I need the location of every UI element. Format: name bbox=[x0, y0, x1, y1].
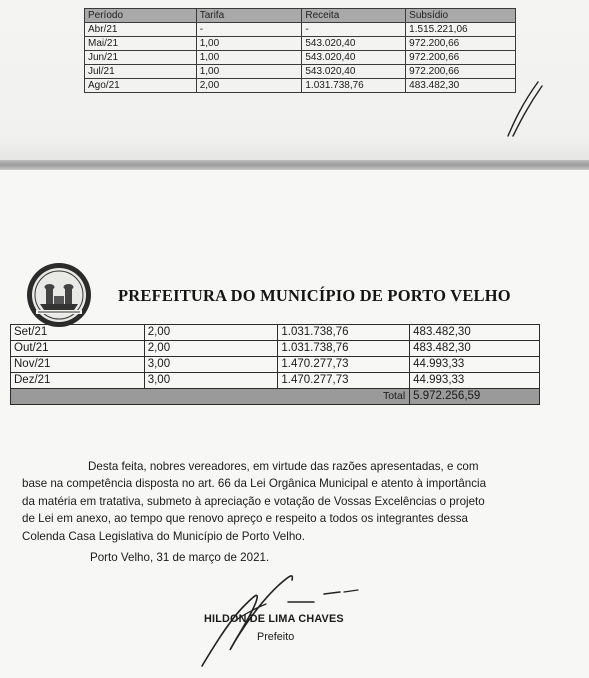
body-paragraph bbox=[22, 458, 550, 545]
cell-tariff: 1,00 bbox=[196, 51, 302, 65]
cell-tariff: 2,00 bbox=[196, 79, 302, 93]
cell-subsidy: 483.482,30 bbox=[406, 79, 516, 93]
table-row bbox=[85, 51, 516, 65]
cell-period: Nov/21 bbox=[11, 357, 145, 373]
signatory-name: HILDON DE LIMA CHAVES bbox=[204, 613, 344, 625]
body-line: de Lei em anexo, ao tempo que renovo apreço e respeito a todos os integrantes dessa bbox=[22, 512, 469, 526]
table-row bbox=[85, 79, 516, 93]
cell-revenue: 1.470.277,73 bbox=[278, 373, 410, 389]
total-label: Total bbox=[11, 389, 410, 405]
body-line: base na competência disposta no art. 66 da Lei Orgânica Municipal e atento à importância bbox=[22, 477, 487, 491]
initials-mark bbox=[500, 78, 550, 140]
cell-period: Jul/21 bbox=[85, 65, 197, 79]
top-page-fragment bbox=[0, 0, 589, 160]
body-line: Desta feita, nobres vereadores, em virtude das razões apresentadas, e com bbox=[88, 460, 479, 473]
cell-revenue: 1.031.738,76 bbox=[278, 325, 410, 341]
cell-tariff: 3,00 bbox=[144, 357, 278, 373]
signatory-role: Prefeito bbox=[257, 631, 295, 643]
cell-period: Set/21 bbox=[11, 325, 145, 341]
cell-subsidy: 483.482,30 bbox=[410, 325, 540, 341]
cell-revenue: 1.031.738,76 bbox=[278, 341, 410, 357]
table-row bbox=[85, 37, 516, 51]
column-header: Período bbox=[85, 9, 197, 23]
cell-subsidy: 972.200,66 bbox=[406, 37, 516, 51]
table-row bbox=[11, 357, 540, 373]
cell-revenue: 543.020,40 bbox=[302, 65, 406, 79]
column-header: Subsídio bbox=[406, 9, 516, 23]
cell-period: Mai/21 bbox=[85, 37, 197, 51]
column-header: Receita bbox=[302, 9, 406, 23]
cell-period: Abr/21 bbox=[85, 23, 197, 37]
cell-subsidy: 44.993,33 bbox=[410, 357, 540, 373]
table-row bbox=[85, 65, 516, 79]
cell-revenue: 543.020,40 bbox=[302, 37, 406, 51]
cell-period: Out/21 bbox=[11, 341, 145, 357]
cell-tariff: 3,00 bbox=[144, 373, 278, 389]
date-line: Porto Velho, 31 de março de 2021. bbox=[90, 551, 270, 564]
municipal-seal-icon bbox=[24, 260, 94, 330]
cell-tariff: - bbox=[196, 23, 302, 37]
cell-revenue: - bbox=[302, 23, 406, 37]
table-header-row bbox=[85, 9, 516, 23]
subsidy-table-bottom bbox=[10, 324, 540, 405]
cell-period: Ago/21 bbox=[85, 79, 197, 93]
cell-subsidy: 483.482,30 bbox=[410, 341, 540, 357]
table-row bbox=[11, 373, 540, 389]
table-row bbox=[11, 341, 540, 357]
cell-period: Dez/21 bbox=[11, 373, 145, 389]
body-line: Colenda Casa Legislativa do Município de Porto Velho. bbox=[22, 529, 305, 543]
total-value: 5.972.256,59 bbox=[410, 389, 540, 405]
cell-subsidy: 1.515.221,06 bbox=[406, 23, 516, 37]
cell-tariff: 2,00 bbox=[144, 341, 278, 357]
total-row bbox=[11, 389, 540, 405]
cell-tariff: 2,00 bbox=[144, 325, 278, 341]
cell-revenue: 543.020,40 bbox=[302, 51, 406, 65]
column-header: Tarifa bbox=[196, 9, 302, 23]
body-line: da matéria em tratativa, submeto à apreciação e votação de Vossas Excelências o projeto bbox=[22, 494, 485, 508]
cell-period: Jun/21 bbox=[85, 51, 197, 65]
table-row bbox=[85, 23, 516, 37]
letterhead-title: PREFEITURA DO MUNICÍPIO DE PORTO VELHO bbox=[118, 286, 511, 305]
cell-revenue: 1.470.277,73 bbox=[278, 357, 410, 373]
cell-subsidy: 972.200,66 bbox=[406, 51, 516, 65]
cell-tariff: 1,00 bbox=[196, 37, 302, 51]
cell-subsidy: 972.200,66 bbox=[406, 65, 516, 79]
cell-tariff: 1,00 bbox=[196, 65, 302, 79]
subsidy-table-top bbox=[84, 8, 516, 93]
page-separator bbox=[0, 160, 589, 170]
table-row bbox=[11, 325, 540, 341]
cell-revenue: 1.031.738,76 bbox=[302, 79, 406, 93]
cell-subsidy: 44.993,33 bbox=[410, 373, 540, 389]
